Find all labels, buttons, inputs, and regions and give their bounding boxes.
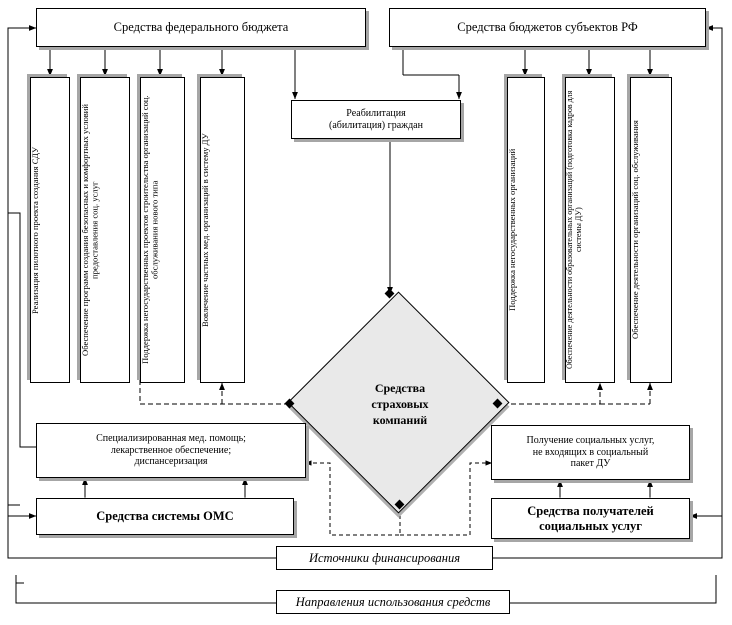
box-specialized-medical-help-line3: диспансеризация — [134, 456, 208, 468]
box-specialized-medical-help-line1: Специализированная мед. помощь; — [96, 433, 246, 445]
box-right-1 — [507, 77, 545, 383]
box-left-2-label: Обеспечение программ создания безопасных и комфортных условий предоставления соц. услуг — [80, 104, 100, 356]
legend-directions-label: Направления использования средств — [295, 594, 491, 609]
box-recipients-funds-line1: Средства получателей — [527, 503, 654, 518]
box-rehabilitation — [291, 100, 461, 139]
box-regional-budget — [389, 8, 706, 47]
box-right-1-label: Поддержка негосударственных организаций — [507, 148, 517, 312]
box-specialized-medical-help-line2: лекарственное обеспечение; — [110, 444, 232, 456]
box-federal-budget — [36, 8, 366, 47]
box-right-2-label: Обеспечение деятельности образовательных организаций (подготовка кадров для системы ДУ) — [565, 90, 583, 370]
legend-sources-label: Источники финансирования — [308, 550, 461, 565]
box-left-4-label: Вовлечение частных мед. организаций в систему ДУ — [200, 133, 210, 327]
box-right-2 — [565, 77, 615, 383]
box-rehabilitation-line2: (абилитация) граждан — [329, 119, 423, 131]
box-oms-funds-label: Средства системы ОМС — [96, 509, 234, 524]
box-social-services-outside-package — [491, 425, 690, 480]
box-left-1-label: Реализация пилотного проекта создания СДУ — [30, 146, 40, 314]
box-rehabilitation-line1: Реабилитация — [346, 108, 406, 119]
box-oms-funds — [36, 498, 294, 535]
center-diamond — [289, 293, 511, 515]
box-regional-budget-label: Средства бюджетов субъектов РФ — [457, 20, 638, 35]
box-federal-budget-label: Средства федерального бюджета — [113, 20, 289, 35]
box-left-2 — [80, 77, 130, 383]
box-left-1 — [30, 77, 70, 383]
center-diamond-line2: страховых — [371, 396, 429, 411]
box-recipients-funds-line2: социальных услуг — [539, 518, 642, 533]
box-recipients-funds — [491, 498, 690, 539]
center-diamond-line3: компаний — [372, 413, 428, 428]
box-right-3-label: Обеспечение деятельности организаций соц. обслуживания — [630, 120, 640, 340]
box-left-3-label: Поддержка негосударственных проектов строительства организаций соц. обслуживания нового типа — [140, 95, 160, 365]
legend-directions — [276, 590, 510, 614]
center-diamond-line1: Средства — [374, 380, 426, 395]
box-left-4 — [200, 77, 245, 383]
box-left-3 — [140, 77, 185, 383]
box-social-services-outside-package-line1: Получение социальных услуг, — [526, 435, 655, 447]
box-social-services-outside-package-line3: пакет ДУ — [570, 458, 611, 470]
center-diamond-shape — [287, 291, 509, 513]
legend-sources — [276, 546, 493, 570]
box-specialized-medical-help — [36, 423, 306, 478]
box-right-3 — [630, 77, 672, 383]
box-social-services-outside-package-line2: не входящих в социальный — [532, 446, 649, 458]
